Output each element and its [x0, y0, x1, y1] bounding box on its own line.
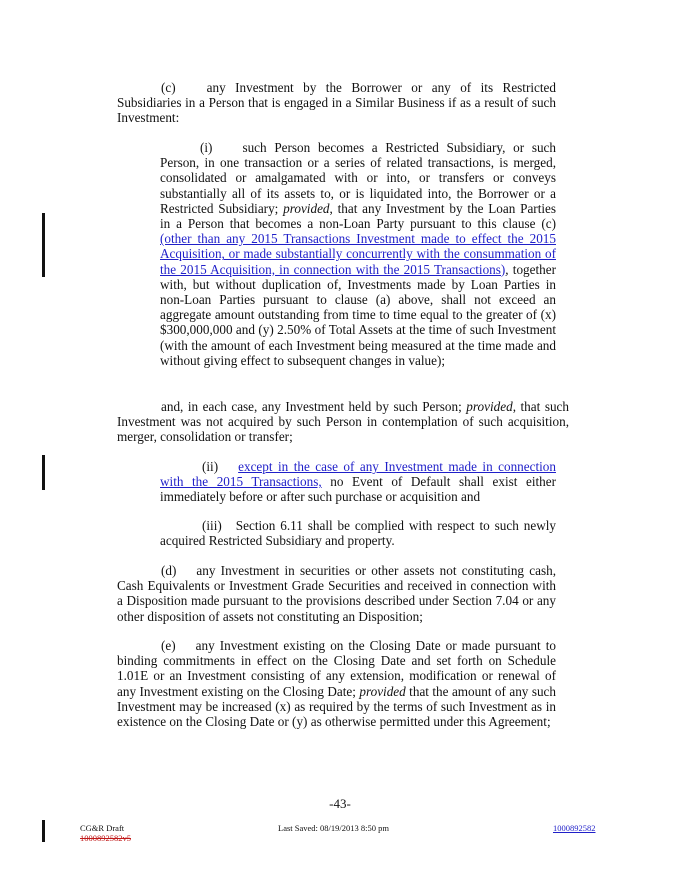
paragraph-c-i	[160, 140, 556, 368]
paragraph-c-ii	[160, 459, 556, 505]
paragraph-text: , together with, but without duplication of, Investments made by Loan Parties in non-Loan Parties pursuant to clause (a) above, shall not exceed an aggregate amount outstanding from time to time equal to the greater of (x) $300,000,000 and (y) 2.50% of Total Assets at the time of such Investment (with the amount of each Investment being measured at the time made and without giving effect to subsequent changes in value);	[160, 261, 556, 368]
paragraph-text: , that such Investment was not acquired by such Person in contemplation of such acquisition, merger, consolidation or transfer;	[117, 399, 569, 445]
inserted-text: except in the case of any Investment made in connection with the 2015 Transactions,	[160, 459, 556, 490]
paragraph-d	[117, 563, 556, 624]
inserted-text: (other than any 2015 Transactions Investment made to effect the 2015 Acquisition, or made substantially concurrently with the consummation of the 2015 Acquisition, in connection with the 2015 Transactions)	[160, 231, 556, 277]
paragraph-text: that the amount of any such Investment may be increased (x) as required by the terms of such Investment as in existence on the Closing Date or (y) as otherwise permitted under this Agreement;	[117, 683, 557, 730]
paragraph-lead: (iii)	[202, 518, 222, 533]
change-bar	[42, 455, 45, 490]
paragraph-lead: (e)	[161, 638, 176, 653]
change-bar	[42, 213, 45, 277]
paragraph-e	[117, 638, 556, 729]
footer-last-saved: Last Saved: 08/19/2013 8:50 pm	[278, 823, 389, 833]
paragraph-lead: (i)	[200, 140, 213, 155]
paragraph-text: such Person becomes a Restricted Subsidiary, or such Person, in one transaction or a series of related transactions, is merged, consolidated or amalgamated with or into, or transfers or conveys substantially all of its assets to, or is liquidated into, the Borrower or a Restricted Subsidiary;	[160, 140, 556, 216]
paragraph-lead: (ii)	[202, 459, 219, 474]
page-number: -43-	[329, 796, 351, 811]
paragraph-text: any Investment existing on the Closing Date or made pursuant to binding commitments in effect on the Closing Date and set forth on Schedule 1.01E or an Investment consisting of any extension, modification or renewal of any Investment existing on the Closing Date;	[117, 638, 556, 699]
paragraph-lead: (d)	[161, 563, 177, 578]
change-bar	[42, 820, 45, 842]
paragraph-text: any Investment in securities or other assets not constituting cash, Cash Equivalents or Investment Grade Securities and received in connection with a Disposition made pursuant to the provisions described under Section 7.04 or any other disposition of assets not constituting an Disposition;	[117, 563, 556, 624]
footer-doc-id: 1000892582	[553, 823, 596, 833]
footer-deleted-doc-id: 1000892582v5	[80, 833, 131, 843]
paragraph-lead: (c)	[161, 80, 176, 95]
paragraph-and	[117, 399, 569, 445]
paragraph-text: no Event of Default shall exist either immediately before or after such purchase or acquisition and	[160, 474, 556, 505]
paragraph-text: and, in each case, any Investment held by such Person;	[161, 399, 462, 414]
provided-term: provided	[466, 399, 513, 414]
paragraph-text: any Investment by the Borrower or any of its Restricted Subsidiaries in a Person that is engaged in a Similar Business if as a result of such Investment:	[117, 80, 556, 126]
provided-term: provided	[359, 683, 406, 699]
footer-draft-label: CG&R Draft	[80, 823, 125, 833]
paragraph-text: , that any Investment by the Loan Parties in a Person that becomes a non-Loan Party pursuant to this clause (c)	[160, 200, 557, 232]
paragraph-text: Section 6.11 shall be complied with respect to such newly acquired Restricted Subsidiary and property.	[160, 518, 556, 549]
paragraph-c-iii	[160, 518, 556, 548]
paragraph-c	[117, 80, 556, 126]
provided-term: provided	[283, 200, 330, 216]
